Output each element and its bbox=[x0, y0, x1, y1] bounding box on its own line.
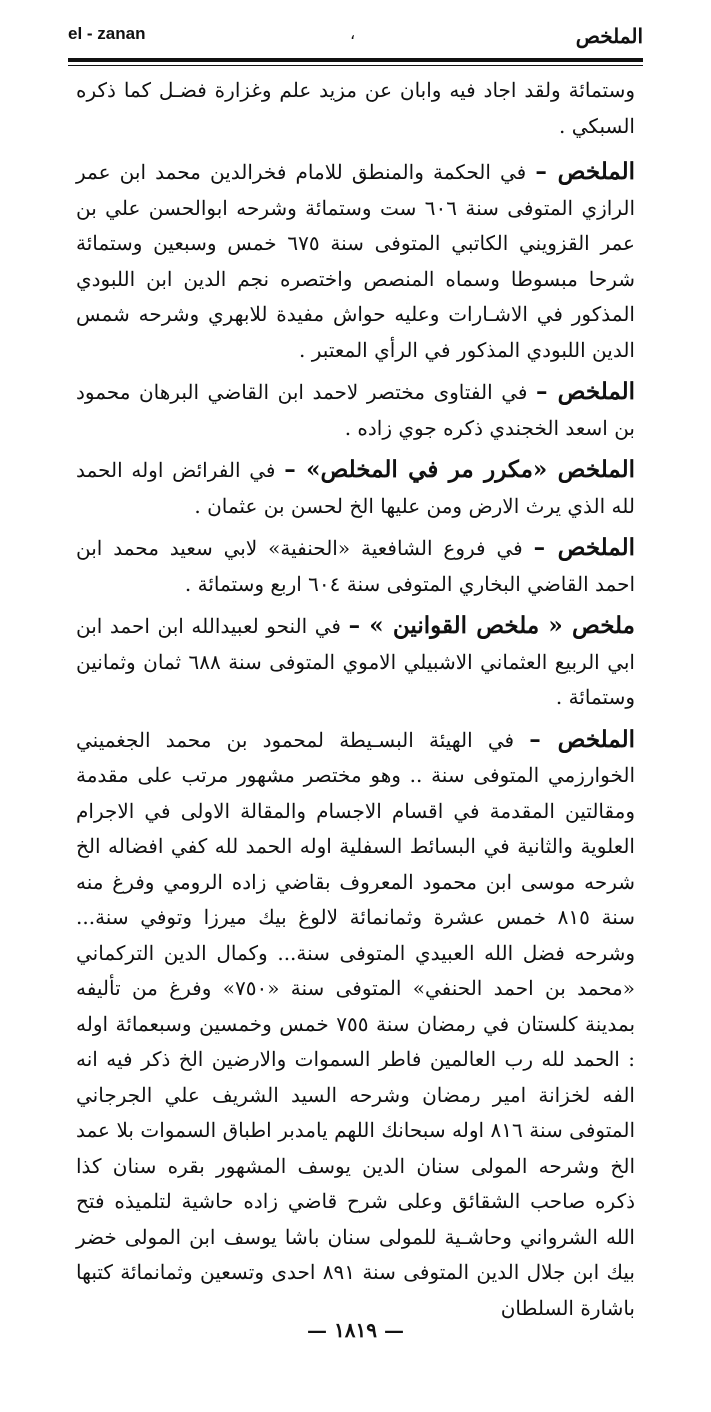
entry-head: الملخص – bbox=[529, 725, 635, 753]
header-title: الملخص bbox=[575, 24, 643, 48]
header-rule-thick bbox=[68, 58, 643, 62]
header-left-text: el - zanan bbox=[68, 24, 146, 43]
entry-head: ملخص « ملخص القوانين » – bbox=[348, 612, 635, 639]
entry-head: الملخص – bbox=[535, 378, 636, 405]
entry-text: في الهيئة البسـيطة لمحمود بن محمد الجغميني الخوارزمي المتوفى سنة .. وهو مختصر مشهور مرتب على مقدمة ومقالتين المقدمة في اقسام الاجسام والمقالة الاولى في الاجرام العلوية والثانية في البسائط السفلية اوله الحمد لله كفي افضاله الخ شرحه موسى ابن محمود المعروف بقاضي زاده الرومي وفرغ منه سنة ٨١٥ خمس عشرة وثمانمائة لالوغ بيك ميرزا وتوفي سنة... وشرحه فضل الله العبيدي المتوفى سنة... وكمال الدين التركماني «محمد بن احمد الحنفي» المتوفى سنة «٧٥٠» وفرغ من تأليفه بمدينة كلستان في رمضان سنة ٧٥٥ خمس وخمسين وسبعمائة اوله : الحمد لله رب العالمين فاطر السموات والارضين الخ ذكر فيه انه الفه لخزانة امير رمضان وشرحه السيد الشريف علي الجرجاني المتوفى سنة ٨١٦ اوله سبحانك اللهم يامدبر اطباق السموات بلا عمد الخ وشرحه المولى سنان الدين يوسف المشهور بقره سنان كذا ذكره صاحب الشقائق وعلى شرح قاضي زاده حاشية لتلميذه فتح الله الشرواني وحاشـية للمولى سنان باشا يوسف ابن المولى خضر بيك ابن جلال الدين المتوفى سنة ٨٩١ احدى وتسعين وثمانمائة كتبها باشارة السلطان bbox=[76, 727, 636, 1320]
entry-text: في النحو لعبيدالله ابن احمد ابن ابي الربيع العثماني الاشبيلي الاموي المتوفى سنة ٦٨٨ ثمان وثمانين وستمائة . bbox=[76, 614, 635, 709]
main-text bbox=[76, 72, 635, 1332]
entry bbox=[76, 530, 635, 602]
entry-text: وستمائة ولقد اجاد فيه وابان عن مزيد علم وغزارة فضـل كما ذكره السبكي . bbox=[76, 78, 635, 138]
entry-text: في الحكمة والمنطق للامام فخرالدين محمد ابن عمر الرازي المتوفى سنة ٦٠٦ ست وستمائة وشرحه ابوالحسن علي بن عمر القزويني الكاتبي المتوفى سنة ٦٧٥ خمس وسبعين وستمائة شرحا مبسوطا وسماه المنصص واختصره نجم الدين ابن اللبودي المذكور في الاشـارات وعليه حواش مفيدة للابهري وشرحه شمس الدين اللبودي المذكور في الرأي المعتبر . bbox=[76, 160, 635, 362]
page-number: — ١٨١٩ — bbox=[307, 1318, 404, 1342]
entry bbox=[76, 608, 635, 716]
entry-text: في الفتاوى مختصر لاحمد ابن القاضي البرهان محمود بن اسعد الخجندي ذكره جوي زاده . bbox=[76, 380, 635, 440]
entry-continuation bbox=[76, 72, 635, 144]
entry-head: الملخص «مكرر مر في المخلص» – bbox=[284, 456, 635, 483]
entry bbox=[76, 154, 635, 368]
entry bbox=[76, 452, 635, 524]
header-mid-mark: ، bbox=[350, 24, 356, 43]
running-header bbox=[68, 24, 643, 58]
entry-text: في الفرائض اوله الحمد لله الذي يرث الارض ومن عليها الخ لحسن بن عثمان . bbox=[76, 458, 635, 518]
header-rule-thin bbox=[68, 65, 643, 66]
entry-text: في فروع الشافعية «الحنفية» لابي سعيد محمد ابن احمد القاضي البخاري المتوفى سنة ٦٠٤ اربع وستمائة . bbox=[76, 536, 635, 596]
entry bbox=[76, 374, 635, 446]
entry-head: الملخص – bbox=[535, 158, 636, 185]
entry-head: الملخص – bbox=[533, 534, 635, 561]
entry bbox=[76, 722, 635, 1327]
